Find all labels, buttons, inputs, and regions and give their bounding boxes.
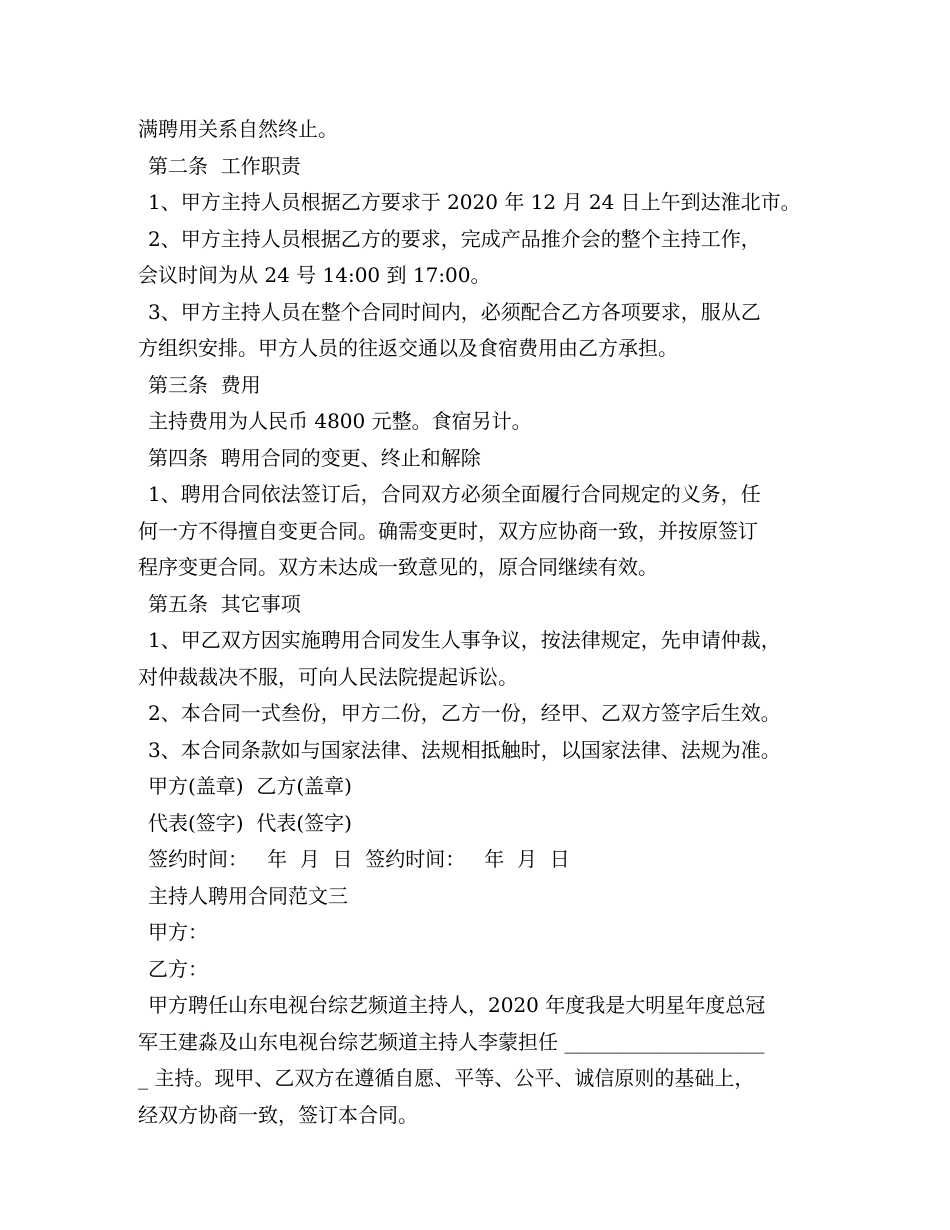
document-line: 第二条 工作职责 [148,153,301,178]
document-line: 3、甲方主持人员在整个合同时间内，必须配合乙方各项要求，服从乙 [148,299,761,324]
document-line: 2、甲方主持人员根据乙方的要求，完成产品推介会的整个主持工作， [148,226,761,251]
document-line: 2、本合同一式叁份，甲方二份，乙方一份，经甲、乙双方签字后生效。 [148,701,781,725]
document-line: 乙方： [148,956,208,981]
document-line: 第四条 聘用合同的变更、终止和解除 [148,445,481,470]
document-line: 3、本合同条款如与国家法律、法规相抵触时，以国家法律、法规为准。 [148,737,781,762]
document-line: 1、聘用合同依法签订后，合同双方必须全面履行合同规定的义务，任 [148,482,761,506]
document-line: 满聘用关系自然终止。 [138,117,338,141]
document-line: 会议时间为从 24 号 14:00 到 17:00。 [138,263,491,287]
document-line: 主持费用为人民币 4800 元整。食宿另计。 [148,409,532,433]
document-line: 代表(签字) 代表(签字) [148,810,352,835]
document-line: 第三条 费用 [148,372,261,397]
document-line: 甲方(盖章) 乙方(盖章) [148,774,352,798]
contract-body [138,111,818,1133]
document-line: 何一方不得擅自变更合同。确需变更时，双方应协商一致，并按原签订 [138,518,758,543]
document-line: 1、甲乙双方因实施聘用合同发生人事争议，按法律规定，先申请仲裁， [148,628,781,652]
document-line: 方组织安排。甲方人员的往返交通以及食宿费用由乙方承担。 [138,336,678,360]
document-line: 1、甲方主持人员根据乙方要求于 2020 年 12 月 24 日上午到达淮北市。 [148,190,801,214]
document-line: 经双方协商一致，签订本合同。 [138,1102,418,1127]
document-line: 甲方聘任山东电视台综艺频道主持人，2020 年度我是大明星年度总冠 [148,993,766,1017]
document-line: 程序变更合同。双方未达成一致意见的，原合同继续有效。 [138,555,658,579]
document-line: 签约时间： 年 月 日 签约时间： 年 月 日 [148,847,570,871]
document-line: 甲方： [148,920,208,944]
document-line: 第五条 其它事项 [148,591,301,616]
document-line: 主持人聘用合同范文三 [148,883,348,908]
document-line: 对仲裁裁决不服，可向人民法院提起诉讼。 [138,664,518,689]
document-line: 军王建淼及山东电视台综艺频道主持人李蒙担任 ____________________ [138,1029,765,1054]
document-line: _ 主持。现甲、乙双方在遵循自愿、平等、公平、诚信原则的基础上， [138,1066,755,1090]
